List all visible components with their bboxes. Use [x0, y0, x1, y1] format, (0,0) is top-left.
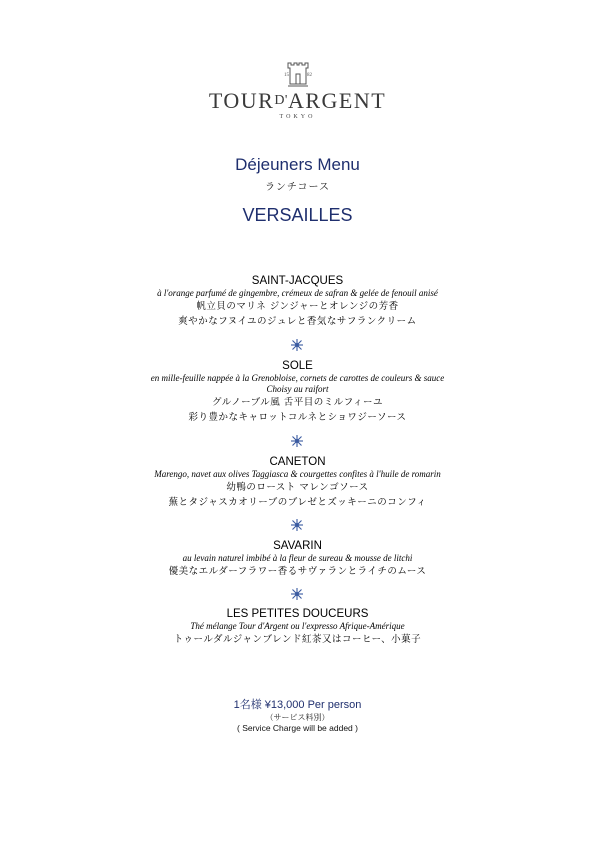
logo-subtitle: TOKYO	[279, 114, 316, 120]
menu-subtitle-jp: ランチコース	[264, 182, 331, 193]
course-description-jp: グルノーブル風 舌平目のミルフィーユ	[212, 397, 383, 408]
course-sole	[0, 359, 595, 425]
course-description-fr: à l'orange parfumé de gingembre, crémeux de safran & gelée de fenouil anisé	[157, 288, 438, 298]
course-title: SAVARIN	[273, 540, 322, 552]
service-charge-en: ( Service Charge will be added )	[237, 723, 358, 733]
course-description-fr: Thé mélange Tour d'Argent ou l'expresso Afrique-Amérique	[190, 621, 405, 631]
logo-word-d: D'	[274, 93, 288, 108]
logo-word-tour: TOUR	[208, 88, 275, 113]
course-saint-jacques	[0, 274, 595, 329]
course-caneton	[0, 455, 595, 510]
set-name: VERSAILLES	[242, 205, 353, 225]
course-description-jp: 蕪とタジャスカオリーブのブレゼとズッキーニのコンフィ	[168, 497, 427, 508]
course-description-fr: au levain naturel imbibé à la fleur de sureau & mousse de litchi	[182, 553, 413, 563]
course-savarin	[0, 539, 595, 579]
course-les-petites-douceurs	[0, 607, 595, 647]
course-title: SOLE	[282, 360, 313, 372]
star-ornament-icon	[289, 434, 305, 448]
tower-crest-icon	[282, 54, 314, 90]
course-description-fr: Marengo, navet aux olives Taggiasca & courgettes confites à l'huile de romarin	[154, 469, 441, 479]
star-ornament-icon	[289, 338, 305, 352]
price-line: 1名様 ¥13,000 Per person	[233, 699, 362, 711]
service-charge-jp: （サービス料別）	[265, 713, 330, 722]
star-ornament-icon	[289, 518, 305, 532]
restaurant-logo	[0, 88, 595, 114]
course-description-jp: 彩り豊かなキャロットコルネとショワジーソース	[188, 412, 407, 423]
course-description-jp: 幼鴨のロースト マレンゴソース	[226, 482, 369, 493]
course-description-fr: Choisy au raifort	[266, 384, 329, 394]
course-title: CANETON	[269, 456, 326, 468]
course-title: LES PETITES DOUCEURS	[226, 608, 369, 620]
course-title: SAINT-JACQUES	[251, 275, 344, 287]
course-description-jp: 爽やかなフヌイユのジュレと香気なサフランクリーム	[178, 316, 417, 327]
menu-title: Déjeuners Menu	[235, 155, 360, 174]
course-description-fr: en mille-feuille nappée à la Grenobloise, cornets de carottes de couleurs & sauce	[150, 373, 445, 383]
crest-year-right: 82	[307, 73, 312, 78]
course-description-jp: トゥールダルジャンブレンド紅茶又はコーヒー、小菓子	[173, 634, 422, 645]
course-description-jp: 優美なエルダーフラワー香るサヴァランとライチのムース	[168, 566, 427, 577]
star-ornament-icon	[289, 587, 305, 601]
course-description-jp: 帆立貝のマリネ ジンジャーとオレンジの芳香	[196, 301, 399, 312]
logo-word-argent: ARGENT	[287, 88, 387, 113]
crest-year-left: 15	[284, 73, 289, 78]
